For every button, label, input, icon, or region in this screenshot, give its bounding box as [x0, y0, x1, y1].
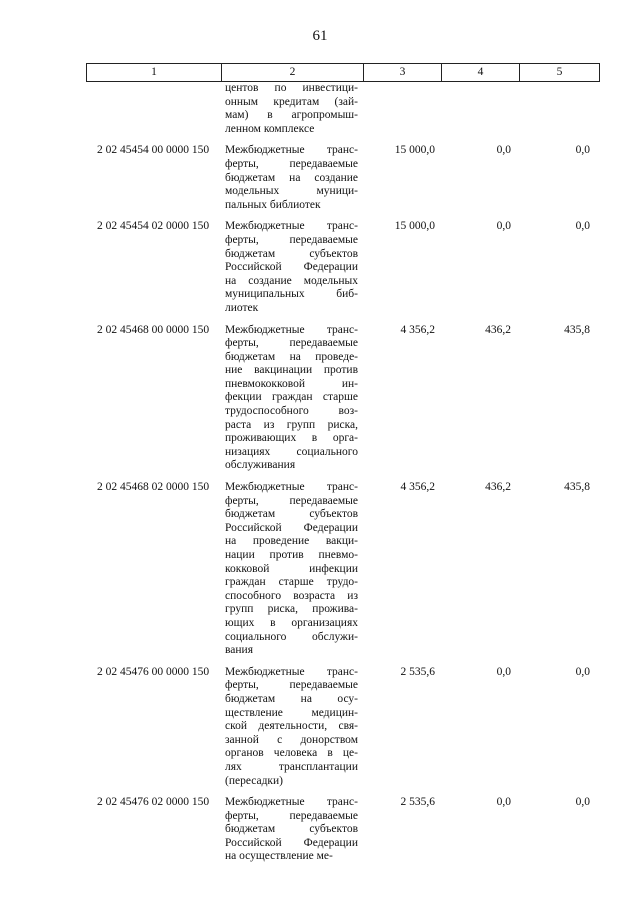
name-line: групп риска, прожива-: [225, 603, 358, 616]
budget-code-cell: 2 02 45476 02 0000 150: [96, 796, 210, 809]
table-row: [86, 220, 600, 315]
value-cell-4: 0,0: [496, 144, 511, 157]
name-line: ферты, передаваемые: [225, 679, 358, 692]
name-line: фекции граждан старше: [225, 391, 358, 404]
value-cell-5: 0,0: [575, 665, 590, 678]
column-header-5: 5: [520, 64, 600, 82]
name-line: на осуществление ме-: [225, 850, 333, 863]
budget-code-cell: 2 02 45468 00 0000 150: [96, 323, 210, 336]
name-cell: [220, 324, 361, 474]
name-line: ществление медицин-: [225, 706, 358, 719]
column-header-2: 2: [222, 64, 364, 82]
name-line: на создание модельных: [225, 274, 358, 287]
name-line: модельных муници-: [225, 185, 358, 198]
name-line: бюджетам субъектов: [225, 247, 358, 260]
name-line: низациях социального: [225, 445, 358, 458]
name-line: бюджетам на осу-: [225, 692, 358, 705]
name-line: лях трансплантации: [225, 760, 358, 773]
name-line: ленном комплексе: [225, 122, 315, 135]
column-header-table: [86, 63, 600, 82]
name-cell: [220, 220, 361, 315]
name-line: кокковой инфекции: [225, 562, 358, 575]
budget-code-cell: 2 02 45476 00 0000 150: [96, 665, 210, 678]
value-cell-5: 0,0: [575, 796, 590, 809]
name-line: пневмококковой ин-: [225, 377, 358, 390]
name-line: граждан старше трудо-: [225, 576, 358, 589]
name-cell: [220, 82, 361, 136]
name-line: органов человека в це-: [225, 747, 358, 760]
name-line: занной с донорством: [225, 733, 358, 746]
value-cell-4: 0,0: [496, 665, 511, 678]
column-header-row: [87, 64, 600, 82]
column-header-3: 3: [364, 64, 442, 82]
name-line: проживающих в орга-: [225, 432, 358, 445]
name-line: Межбюджетные транс-: [225, 323, 358, 336]
name-line: муниципальных биб-: [225, 288, 358, 301]
name-line: обслуживания: [225, 459, 296, 472]
column-header-1: 1: [87, 64, 222, 82]
name-line: социального обслужи-: [225, 630, 358, 643]
name-line: центов по инвестици-: [225, 82, 358, 94]
name-line: Российской Федерации: [225, 261, 358, 274]
name-line: Российской Федерации: [225, 521, 358, 534]
value-cell-5: 0,0: [575, 144, 590, 157]
value-cell-4: 0,0: [496, 220, 511, 233]
value-cell-4: 436,2: [485, 481, 511, 494]
name-line: (пересадки): [225, 774, 283, 787]
name-line: Российской Федерации: [225, 836, 358, 849]
name-line: ферты, передаваемые: [225, 809, 358, 822]
name-cell: [220, 144, 361, 212]
value-cell-3: 2 535,6: [400, 665, 435, 678]
name-cell: [220, 666, 361, 788]
name-line: лиотек: [225, 301, 259, 314]
name-line: на проведение вакци-: [225, 535, 358, 548]
column-header-4: 4: [442, 64, 520, 82]
value-cell-5: 0,0: [575, 220, 590, 233]
budget-code-cell: 2 02 45454 00 0000 150: [96, 144, 210, 157]
table-row: [86, 666, 600, 788]
name-cell: [220, 481, 361, 658]
name-line: ющих в организациях: [225, 616, 358, 629]
value-cell-4: 436,2: [485, 323, 511, 336]
value-cell-3: 4 356,2: [400, 481, 435, 494]
name-line: Межбюджетные транс-: [225, 665, 358, 678]
name-line: пальных библиотек: [225, 198, 321, 211]
value-cell-5: 435,8: [564, 481, 590, 494]
name-line: бюджетам субъектов: [225, 823, 358, 836]
value-cell-3: 2 535,6: [400, 796, 435, 809]
name-line: бюджетам на создание: [225, 171, 358, 184]
name-line: трудоспособного воз-: [225, 405, 358, 418]
page-number: 61: [312, 28, 328, 44]
name-line: способного возраста из: [225, 589, 358, 602]
name-line: ской деятельности, свя-: [225, 720, 358, 733]
name-line: Межбюджетные транс-: [225, 481, 358, 494]
name-cell: [220, 796, 361, 864]
name-line: бюджетам субъектов: [225, 508, 358, 521]
table-row: [86, 324, 600, 474]
name-line: бюджетам на проведе-: [225, 350, 358, 363]
value-cell-3: 15 000,0: [394, 144, 435, 157]
budget-code-cell: 2 02 45454 02 0000 150: [96, 220, 210, 233]
name-line: раста из групп риска,: [225, 418, 358, 431]
table-row: [86, 144, 600, 212]
value-cell-5: 435,8: [564, 323, 590, 336]
name-line: ние вакцинации против: [225, 364, 358, 377]
table-row: [86, 796, 600, 864]
continuation-row: [86, 82, 600, 136]
name-line: ферты, передаваемые: [225, 494, 358, 507]
budget-code-cell: 2 02 45468 02 0000 150: [96, 481, 210, 494]
name-line: вания: [225, 644, 253, 657]
name-line: Межбюджетные транс-: [225, 796, 358, 809]
name-line: Межбюджетные транс-: [225, 144, 358, 157]
name-line: онным кредитам (зай-: [225, 95, 358, 108]
name-line: Межбюджетные транс-: [225, 220, 358, 233]
name-line: мам) в агропромыш-: [225, 109, 358, 122]
value-cell-3: 15 000,0: [394, 220, 435, 233]
name-line: нации против пневмо-: [225, 549, 358, 561]
value-cell-3: 4 356,2: [400, 323, 435, 336]
name-line: ферты, передаваемые: [225, 157, 358, 170]
name-line: ферты, передаваемые: [225, 233, 358, 246]
value-cell-4: 0,0: [496, 796, 511, 809]
name-line: ферты, передаваемые: [225, 337, 358, 350]
table-row: [86, 481, 600, 658]
table-body: [86, 82, 600, 872]
